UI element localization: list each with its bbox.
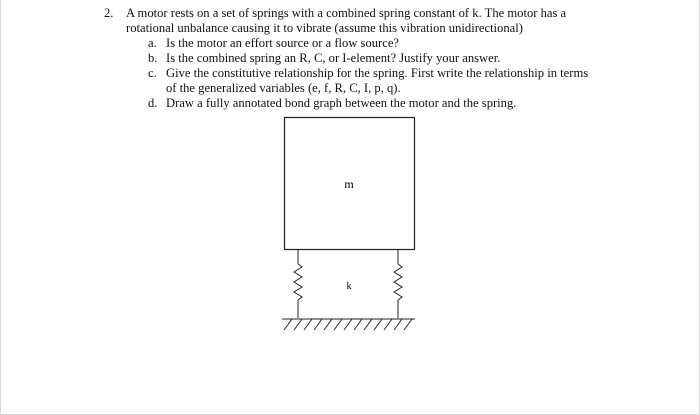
subpart-text: Give the constitutive relationship for the spring. First write the relationship in terms bbox=[166, 66, 589, 80]
spring-constant-label: k bbox=[346, 281, 352, 292]
subpart-label: b. bbox=[148, 51, 158, 65]
problem-line-1: A motor rests on a set of springs with a combined spring constant of k. The motor has a bbox=[126, 6, 567, 20]
subpart-label: a. bbox=[148, 36, 157, 50]
subpart-label: c. bbox=[148, 66, 157, 80]
subpart-a bbox=[104, 36, 664, 51]
problem-intro bbox=[104, 6, 664, 36]
subpart-text: Draw a fully annotated bond graph between the motor and the spring. bbox=[166, 96, 517, 110]
subpart-d bbox=[104, 96, 664, 111]
problem-line-2: rotational unbalance causing it to vibrate (assume this vibration unidirectional) bbox=[126, 21, 523, 35]
subpart-text: of the generalized variables (e, f, R, C, I, p, q). bbox=[166, 81, 401, 95]
problem-statement bbox=[104, 6, 664, 111]
subpart-b bbox=[104, 51, 664, 66]
problem-number: 2. bbox=[104, 6, 114, 20]
subpart-text: Is the motor an effort source or a flow source? bbox=[166, 36, 400, 50]
subpart-text: Is the combined spring an R, C, or I-element? Justify your answer. bbox=[166, 51, 501, 65]
subpart-label: d. bbox=[148, 96, 158, 110]
subpart-list bbox=[104, 36, 664, 111]
subpart-c bbox=[104, 66, 664, 96]
mass-label: m bbox=[344, 177, 354, 191]
